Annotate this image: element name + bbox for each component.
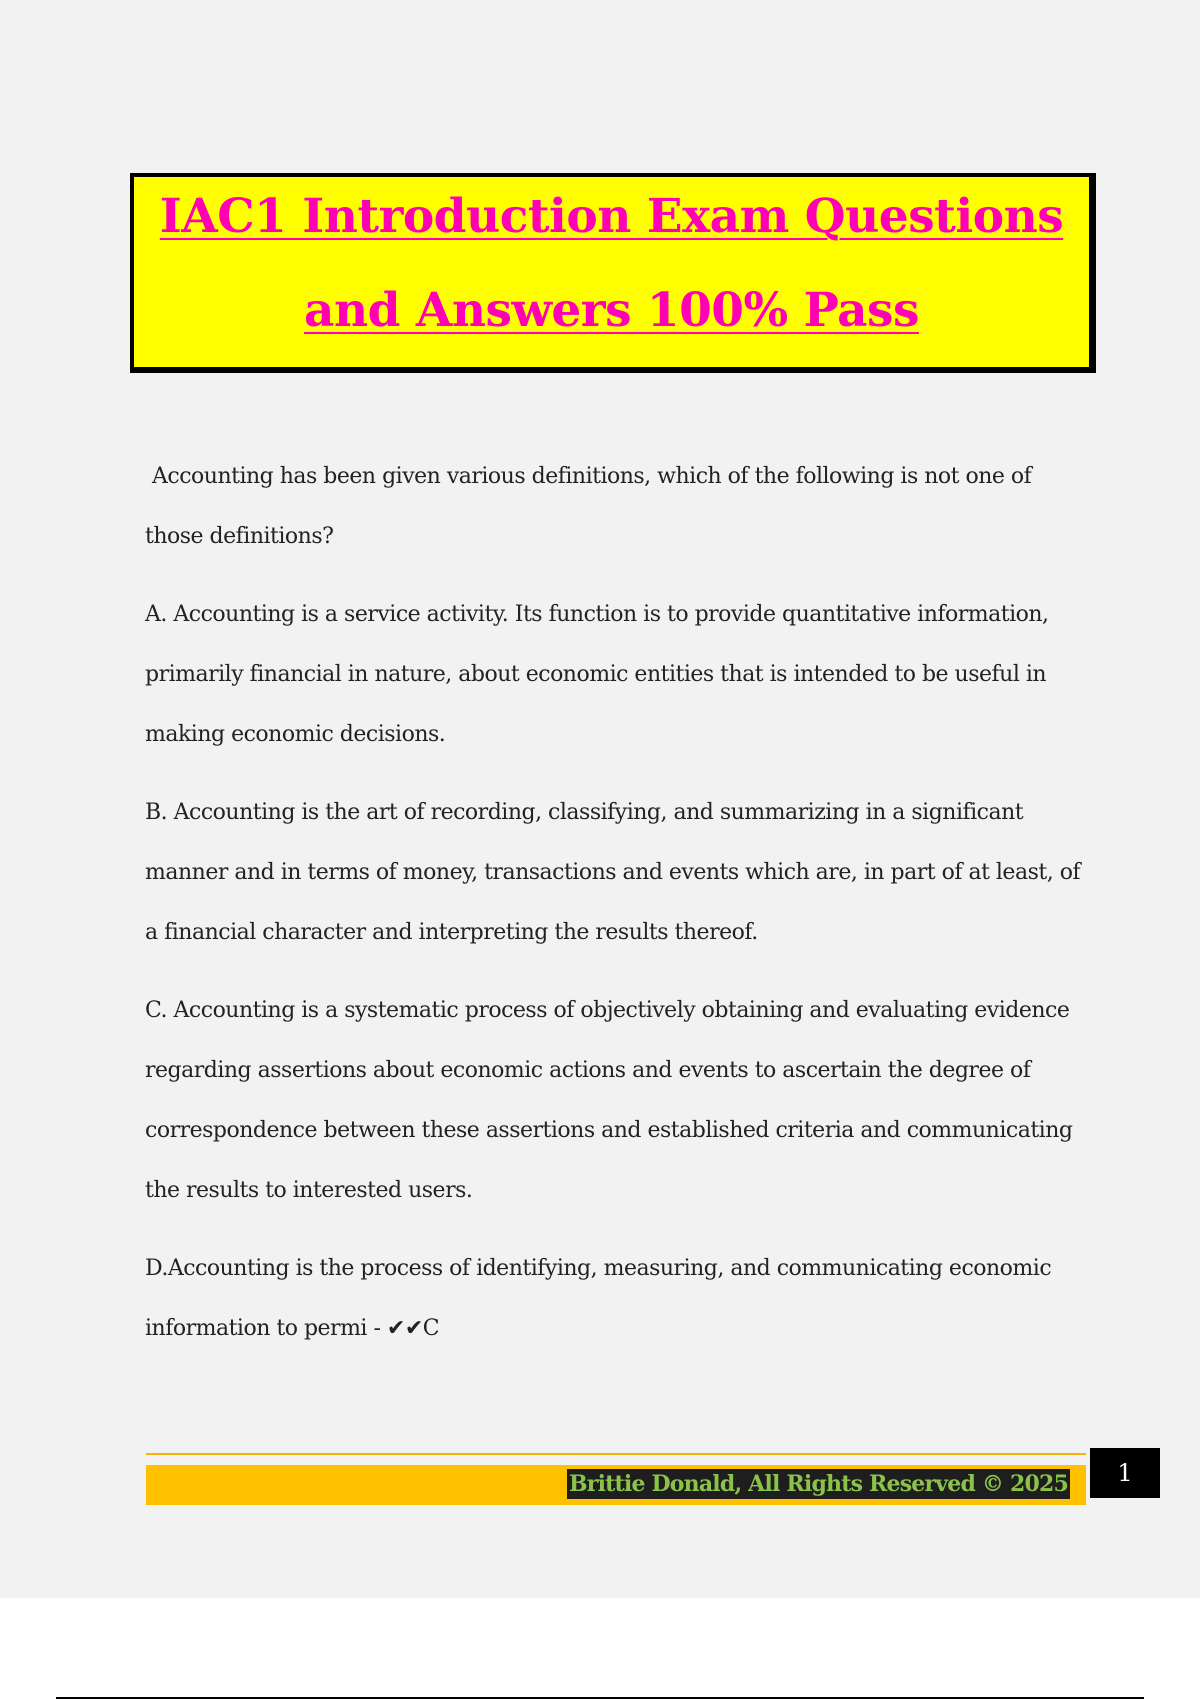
footer-bar (146, 1465, 1086, 1505)
page-number: 1 (1090, 1448, 1160, 1498)
option-c: C. Accounting is a systematic process of objectively obtaining and evaluating evidence regarding assertions about economic actions and events to ascertain the degree of correspondence between these assertions and established criteria and communicating the results to interested users. (145, 998, 1073, 1203)
copyright-notice: Brittie Donald, All Rights Reserved © 2025 (569, 1471, 1068, 1497)
next-page-top-rule (56, 1697, 1144, 1699)
question-text: Accounting has been given various definitions, which of the following is not one of those definitions? (145, 464, 1032, 549)
title-box (130, 173, 1096, 373)
question-body (145, 447, 1095, 1377)
document-title-line-2: and Answers 100% Pass (304, 283, 919, 338)
option-b: B. Accounting is the art of recording, classifying, and summarizing in a significant manner and in terms of money, transactions and events which are, in part of at least, of a financial character and interpreting the results thereof. (145, 800, 1081, 945)
option-d-with-answer: D.Accounting is the process of identifying, measuring, and communicating economic information to permi - ✔✔C (145, 1256, 1052, 1341)
document-title-line-1: IAC1 Introduction Exam Questions (159, 189, 1064, 244)
option-a: A. Accounting is a service activity. Its function is to provide quantitative information, primarily financial in nature, about economic entities that is intended to be useful in making economic decisions. (145, 602, 1049, 747)
footer-divider (146, 1453, 1086, 1455)
